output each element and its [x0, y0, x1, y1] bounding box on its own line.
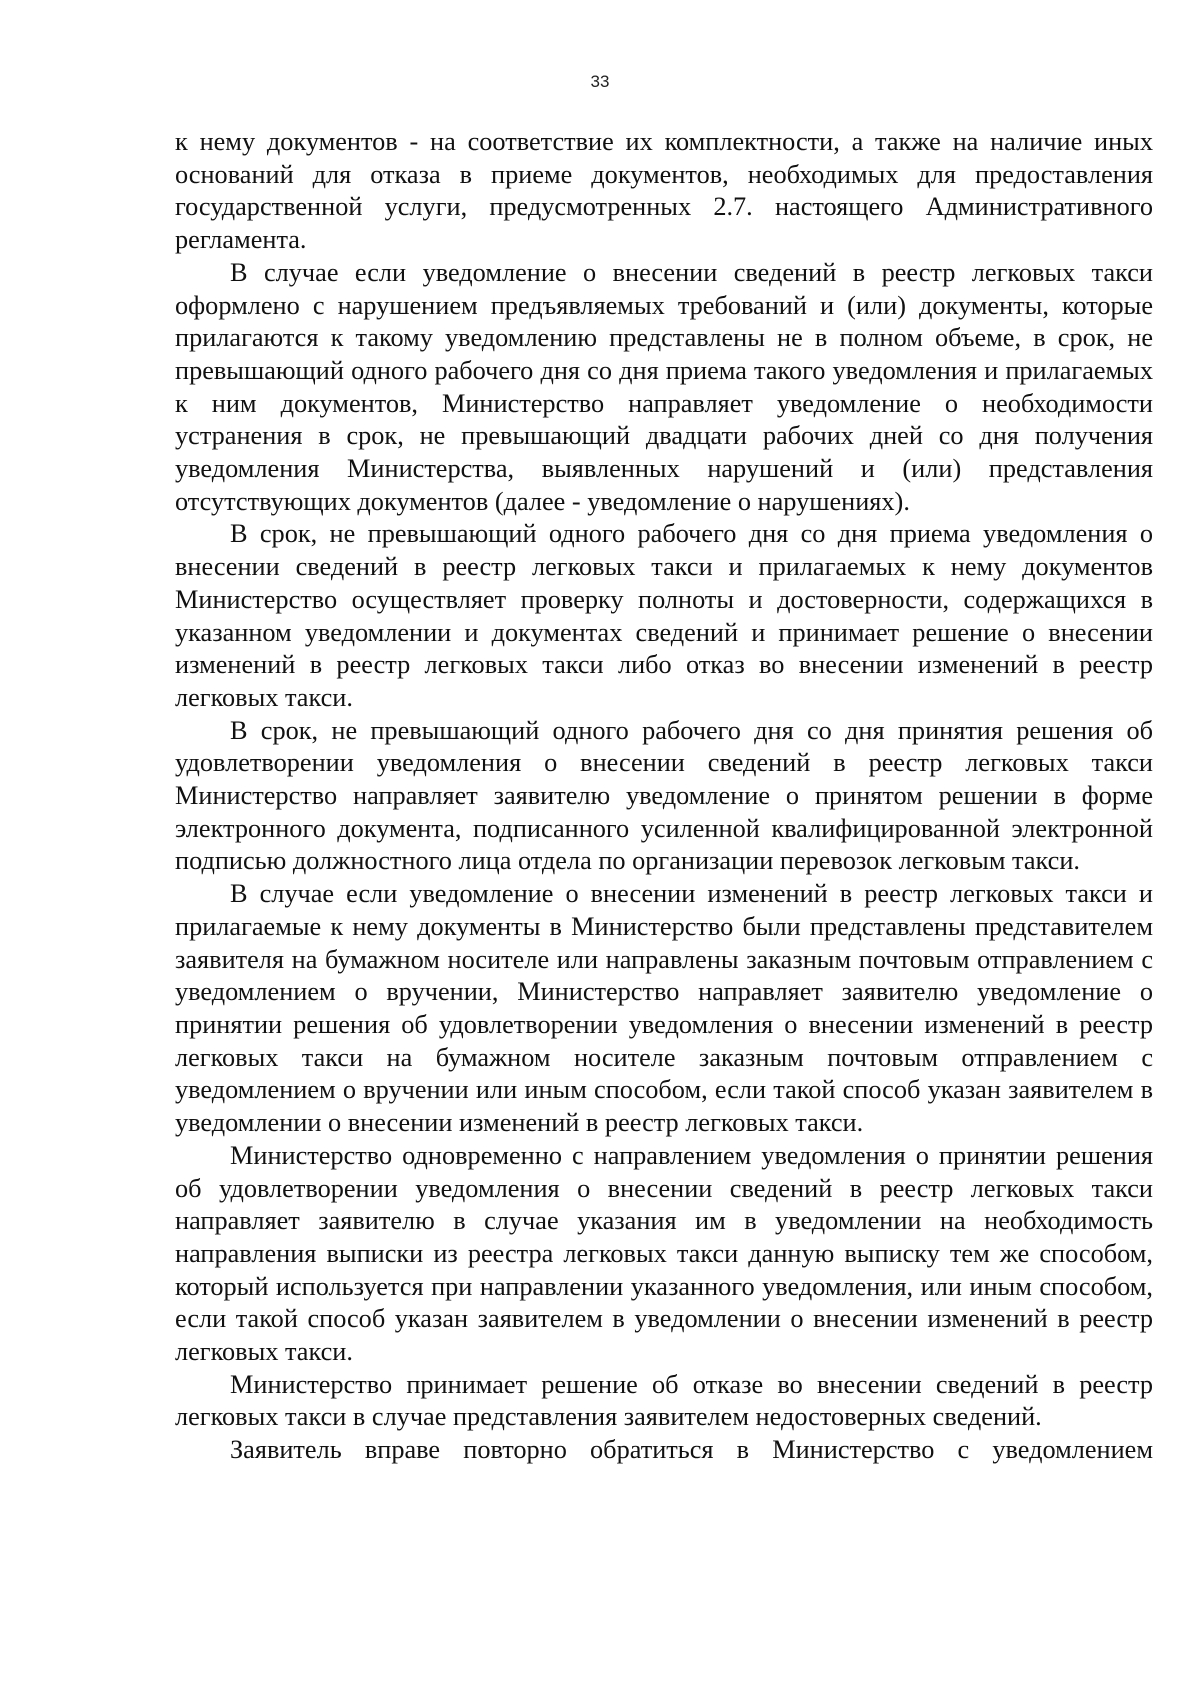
paragraph-refusal: Министерство принимает решение об отказе во внесении сведений в реестр легковых такси в случае представления заявителем недостоверных сведений. — [175, 1369, 1153, 1432]
document-body — [175, 126, 1153, 1467]
paragraph-electronic-notice: В срок, не превышающий одного рабочего дня со дня принятия решения об удовлетворении уведомления о внесении сведений в реестр легковых такси Министерство направляет заявителю уведомление о принятом решении в форме электронного документа, подписанного усиленной квалифицированной электронной подписью должностного лица отдела по организации перевозок легковым такси. — [175, 715, 1153, 876]
page-number: 33 — [590, 72, 610, 91]
paragraph-notice-violations: В случае если уведомление о внесении сведений в реестр легковых такси оформлено с нарушением предъявляемых требований и (или) документы, которые прилагаются к такому уведомлению представлены не в полном объеме, в срок, не превышающий одного рабочего дня со дня приема такого уведомления и прилагаемых к ним документов, Министерство направляет уведомление о необходимости устранения в срок, не превышающий двадцати рабочих дней со дня получения уведомления Министерства, выявленных нарушений и (или) представления отсутствующих документов (далее - уведомление о нарушениях). — [175, 257, 1153, 516]
paragraph-paper-notice: В случае если уведомление о внесении изменений в реестр легковых такси и прилагаемые к нему документы в Министерство были представлены представителем заявителя на бумажном носителе или направлены заказным почтовым отправлением с уведомлением о вручении, Министерство направляет заявителю уведомление о принятии решения об удовлетворении уведомления о внесении изменений в реестр легковых такси на бумажном носителе заказным почтовым отправлением с уведомлением о вручении или иным способом, если такой способ указан заявителем в уведомлении о внесении изменений в реестр легковых такси. — [175, 879, 1153, 1138]
paragraph-continuation: к нему документов - на соответствие их комплектности, а также на наличие иных оснований для отказа в приеме документов, необходимых для предоставления государственной услуги, предусмотренных 2.7. настоящего Административного регламента. — [175, 127, 1153, 255]
paragraph-registry-extract: Министерство одновременно с направлением уведомления о принятии решения об удовлетворении уведомления о внесении сведений в реестр легковых такси направляет заявителю в случае указания им в уведомлении на необходимость направления выписки из реестра легковых такси данную выписку тем же способом, который используется при направлении указанного уведомления, или иным способом, если такой способ указан заявителем в уведомлении о внесении изменений в реестр легковых такси. — [175, 1140, 1153, 1367]
paragraph-reapplication: Заявитель вправе повторно обратиться в Министерство с уведомлением — [230, 1435, 1153, 1465]
paragraph-verification: В срок, не превышающий одного рабочего дня со дня приема уведомления о внесении сведений в реестр легковых такси и прилагаемых к нему документов Министерство осуществляет проверку полноты и достоверности, содержащихся в указанном уведомлении и документах сведений и принимает решение о внесении изменений в реестр легковых такси либо отказ во внесении изменений в реестр легковых такси. — [175, 519, 1153, 712]
